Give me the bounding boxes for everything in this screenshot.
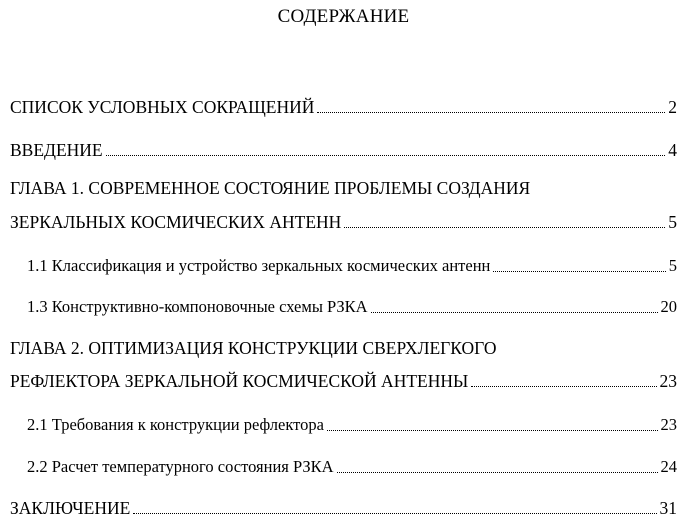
toc-entry-chapter2 <box>10 366 677 392</box>
toc-entry-text: СПИСОК УСЛОВНЫХ СОКРАЩЕНИЙ <box>10 97 315 117</box>
toc-entry-text: РЕФЛЕКТОРА ЗЕРКАЛЬНОЙ КОСМИЧЕСКОЙ АНТЕННЫ <box>10 371 469 391</box>
toc-entry-text: 1.1 Классификация и устройство зеркальных космических антенн <box>27 256 491 275</box>
toc-page-number: 5 <box>668 256 677 275</box>
dot-leader <box>106 155 666 156</box>
toc-entry-2-1 <box>27 410 677 436</box>
toc-entry-1-3 <box>27 292 677 318</box>
toc-entry-abbreviations <box>10 92 677 118</box>
dot-leader <box>471 386 656 387</box>
toc-chapter2-line1: ГЛАВА 2. ОПТИМИЗАЦИЯ КОНСТРУКЦИИ СВЕРХЛЕГКОГО <box>10 338 497 358</box>
toc-page-number: 31 <box>659 498 677 518</box>
dot-leader <box>493 271 665 272</box>
toc-page-number: 23 <box>660 415 677 434</box>
toc-entry-1-1 <box>27 251 677 277</box>
toc-entry-text: ВВЕДЕНИЕ <box>10 140 103 160</box>
toc-page-number: 4 <box>668 140 677 160</box>
toc-entry-text: 2.1 Требования к конструкции рефлектора <box>27 415 324 434</box>
toc-entry-text: 2.2 Расчет температурного состояния РЗКА <box>27 457 334 476</box>
toc-page-number: 24 <box>660 457 677 476</box>
dot-leader <box>337 472 658 473</box>
toc-page-number: 5 <box>668 212 677 232</box>
toc-entry-introduction <box>10 135 677 161</box>
page-title: СОДЕРЖАНИЕ <box>277 6 410 27</box>
toc-entry-text: 1.3 Конструктивно-компоновочные схемы РЗКА <box>27 297 368 316</box>
toc-page-number: 2 <box>668 97 677 117</box>
toc-entry-text: ЗАКЛЮЧЕНИЕ <box>10 498 131 518</box>
toc-page-number: 20 <box>660 297 677 316</box>
toc-entry-chapter1 <box>10 207 677 233</box>
dot-leader <box>317 112 665 113</box>
dot-leader <box>371 312 658 313</box>
dot-leader <box>133 513 656 514</box>
toc-page-number: 23 <box>659 371 677 391</box>
dot-leader <box>327 430 658 431</box>
toc-entry-text: ЗЕРКАЛЬНЫХ КОСМИЧЕСКИХ АНТЕНН <box>10 212 342 232</box>
toc-chapter1-line1: ГЛАВА 1. СОВРЕМЕННОЕ СОСТОЯНИЕ ПРОБЛЕМЫ СОЗДАНИЯ <box>10 178 531 198</box>
dot-leader <box>344 227 665 228</box>
toc-entry-2-2 <box>27 452 677 478</box>
toc-entry-conclusion <box>10 493 677 519</box>
